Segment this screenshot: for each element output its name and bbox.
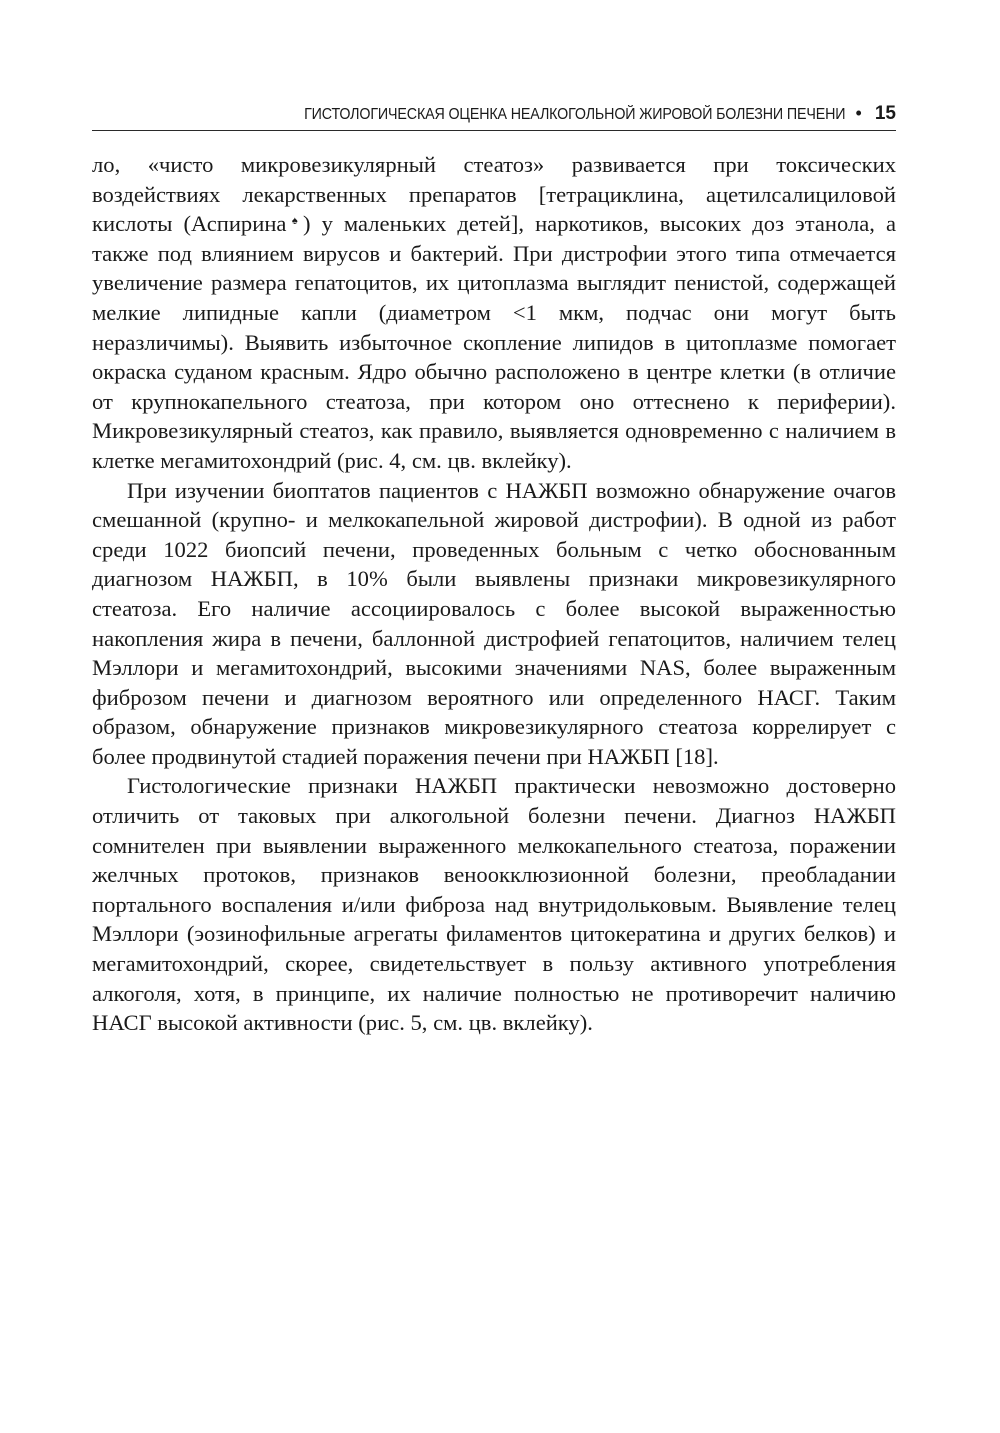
paragraph-1 <box>92 150 896 476</box>
trademark-icon: ♠ <box>286 215 304 228</box>
running-header <box>92 96 896 131</box>
paragraph-2: При изучении биоптатов пациентов с НАЖБП возможно обнаружение очагов смешанной (крупно- и мелкокапельной жировой дистрофии). В одной из работ среди 1022 биопсий печени, проведенных больным с четко обоснованным диагнозом НАЖБП, в 10% были выявлены признаки микровезикулярного стеатоза. Его наличие ассоциировалось с более высокой выраженностью накопления жира в печени, баллонной дистрофией гепатоцитов, наличием телец Мэллори и мегамитохондрий, высокими значениями NAS, более выраженным фиброзом печени и диагнозом вероятного или определенного НАСГ. Таким образом, обнаружение признаков микровезикулярного стеатоза коррелирует с более продвинутой стадией поражения печени при НАЖБП [18]. <box>92 477 896 769</box>
running-title: ГИСТОЛОГИЧЕСКАЯ ОЦЕНКА НЕАЛКОГОЛЬНОЙ ЖИРОВОЙ БОЛЕЗНИ ПЕЧЕНИ <box>304 106 846 123</box>
page-number: 15 <box>874 103 896 124</box>
header-line <box>257 103 896 125</box>
bullet-separator: • <box>855 103 862 123</box>
paragraph-1-part-2: ) у маленьких детей], наркотиков, высоких доз этанола, а также под влиянием вирусов и бактерий. При дистрофии этого типа отмечается увеличение размера гепатоцитов, их цитоплазма выглядит пенистой, содержащей мелкие липидные капли (диаметром <1 мкм, подчас они могут быть неразличимы). Выявить избыточное скопление липидов в цитоплазме помогает окраска суданом красным. Ядро обычно расположено в центре клетки (в отличие от крупнокапельного стеатоза, при котором оно оттеснено к периферии). Микровезикулярный стеатоз, как правило, выявляется одновременно с наличием в клетке мегамитохондрий (рис. 4, см. цв. вклейку). <box>92 211 897 473</box>
paragraph-3: Гистологические признаки НАЖБП практически невозможно достоверно отличить от таковых при алкогольной болезни печени. Диагноз НАЖБП сомнителен при выявлении выраженного мелкокапельного стеатоза, поражении желчных протоков, признаков веноокклюзионной болезни, преобладании портального воспаления и/или фиброза над внутридольковым. Выявление телец Мэллори (эозинофильные агрегаты филаментов цитокератина и других белков) и мегамитохондрий, скорее, свидетельствует в пользу активного употребления алкоголя, хотя, в принципе, их наличие полностью не противоречит наличию НАСГ высокой активности (рис. 5, см. цв. вклейку). <box>92 773 896 1036</box>
body-text <box>92 150 896 1038</box>
paragraph-1-part-1: ло, «чисто микровезикулярный стеатоз» развивается при токсических воздействиях лекарственных препаратов [тетрациклина, ацетилсалициловой кислоты (Аспирина <box>92 152 896 237</box>
